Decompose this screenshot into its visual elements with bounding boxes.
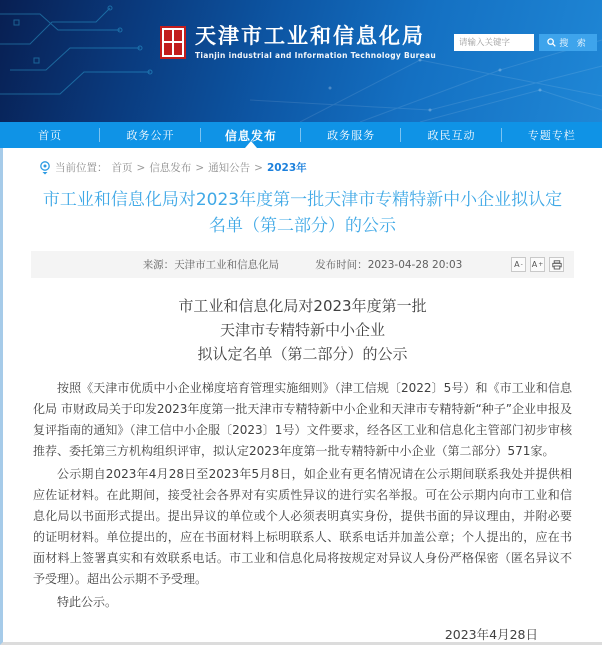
breadcrumb-current-2023[interactable]: 2023年 xyxy=(266,162,307,174)
page-title: 市工业和信息化局对2023年度第一批天津市专精特新中小企业拟认定名单（第二部分）的公示 xyxy=(42,190,563,236)
article-tools xyxy=(511,257,564,272)
font-increase-button[interactable]: A + xyxy=(530,257,545,272)
article-paragraph: 特此公示。 xyxy=(57,595,118,609)
breadcrumb-home[interactable]: 首页 xyxy=(111,162,133,174)
nav-item-info-release[interactable]: 信息发布 xyxy=(201,122,301,148)
breadcrumb-notices[interactable]: 通知公告 xyxy=(208,162,251,174)
search-button[interactable] xyxy=(539,34,597,51)
print-icon xyxy=(552,260,562,270)
article-publish-time: 发布时间：2023-04-28 20:03 xyxy=(315,259,463,271)
breadcrumb-prefix: 当前位置： xyxy=(55,162,108,174)
content-area xyxy=(0,148,602,645)
article-meta-bar xyxy=(31,251,574,278)
article-source: 来源：天津市工业和信息化局 xyxy=(142,259,280,271)
article-paragraph: 公示期自2023年4月28日至2023年5月8日，如企业有更名情况请在公示期间联系我处并提供相应佐证材料。在此期间，接受社会各界对有实质性异议的进行实名举报。可在公示期内向市工业和信息化局以书面形式提出。提出异议的单位或个人必须表明真实身份，提供书面的异议理由，并附必要的证明材料。单位提出的，应在书面材料上标明联系人、联系电话并加盖公章；个人提出的，应在书面材料上签署真实和有效联系电话。市工业和信息化局将按规定对异议人身份严格保密（匿名异议不予受理）。超出公示期不予受理。 xyxy=(33,467,572,586)
nav-item-gov-service[interactable]: 政务服务 xyxy=(301,122,401,148)
search-button-label: 搜 索 xyxy=(559,37,589,48)
print-button[interactable] xyxy=(549,257,564,272)
location-pin-icon xyxy=(39,161,51,175)
nav-item-gov-open[interactable]: 政务公开 xyxy=(100,122,200,148)
nav-item-special-topics[interactable]: 专题专栏 xyxy=(527,129,576,142)
breadcrumb-info-release[interactable]: 信息发布 xyxy=(149,162,192,174)
search-bar xyxy=(454,34,597,51)
article-body xyxy=(3,366,602,643)
article-paragraph: 按照《天津市优质中小企业梯度培育管理实施细则》（津工信规〔2022〕5号）和《市工业和信息化局 市财政局关于印发2023年度第一批天津市专精特新中小企业和天津市专精特新“种子”企业申报及复评指南的通知》（津工信中小企服〔2023〕1号）文件要求，经各区工业和信息化主管部门初步审核推荐、委托第三方机构组织评审，拟认定2023年度第一批专精特新中小企业（第二部分）571家。 xyxy=(33,381,572,458)
article-title: 市工业和信息化局对2023年度第一批 天津市专精特新中小企业 拟认定名单（第二部分）的公示 xyxy=(178,297,427,363)
site-title: 天津市工业和信息化局 xyxy=(195,24,425,48)
nav-item-home[interactable]: 首页 xyxy=(0,122,100,148)
main-nav xyxy=(0,122,602,148)
article-date: 2023年4月28日 xyxy=(444,627,538,642)
breadcrumb: 当前位置： 首页 > 信息发布 > 通知公告 > 2023年 xyxy=(3,148,602,179)
site-title-english: Tianjin industrial and Information Technology Bureau xyxy=(195,51,437,60)
search-input[interactable] xyxy=(454,34,534,51)
bureau-seal-logo xyxy=(160,26,186,59)
search-icon xyxy=(547,38,556,47)
site-banner xyxy=(0,0,602,122)
nav-item-interaction[interactable]: 政民互动 xyxy=(401,122,501,148)
font-decrease-button[interactable]: A - xyxy=(511,257,526,272)
